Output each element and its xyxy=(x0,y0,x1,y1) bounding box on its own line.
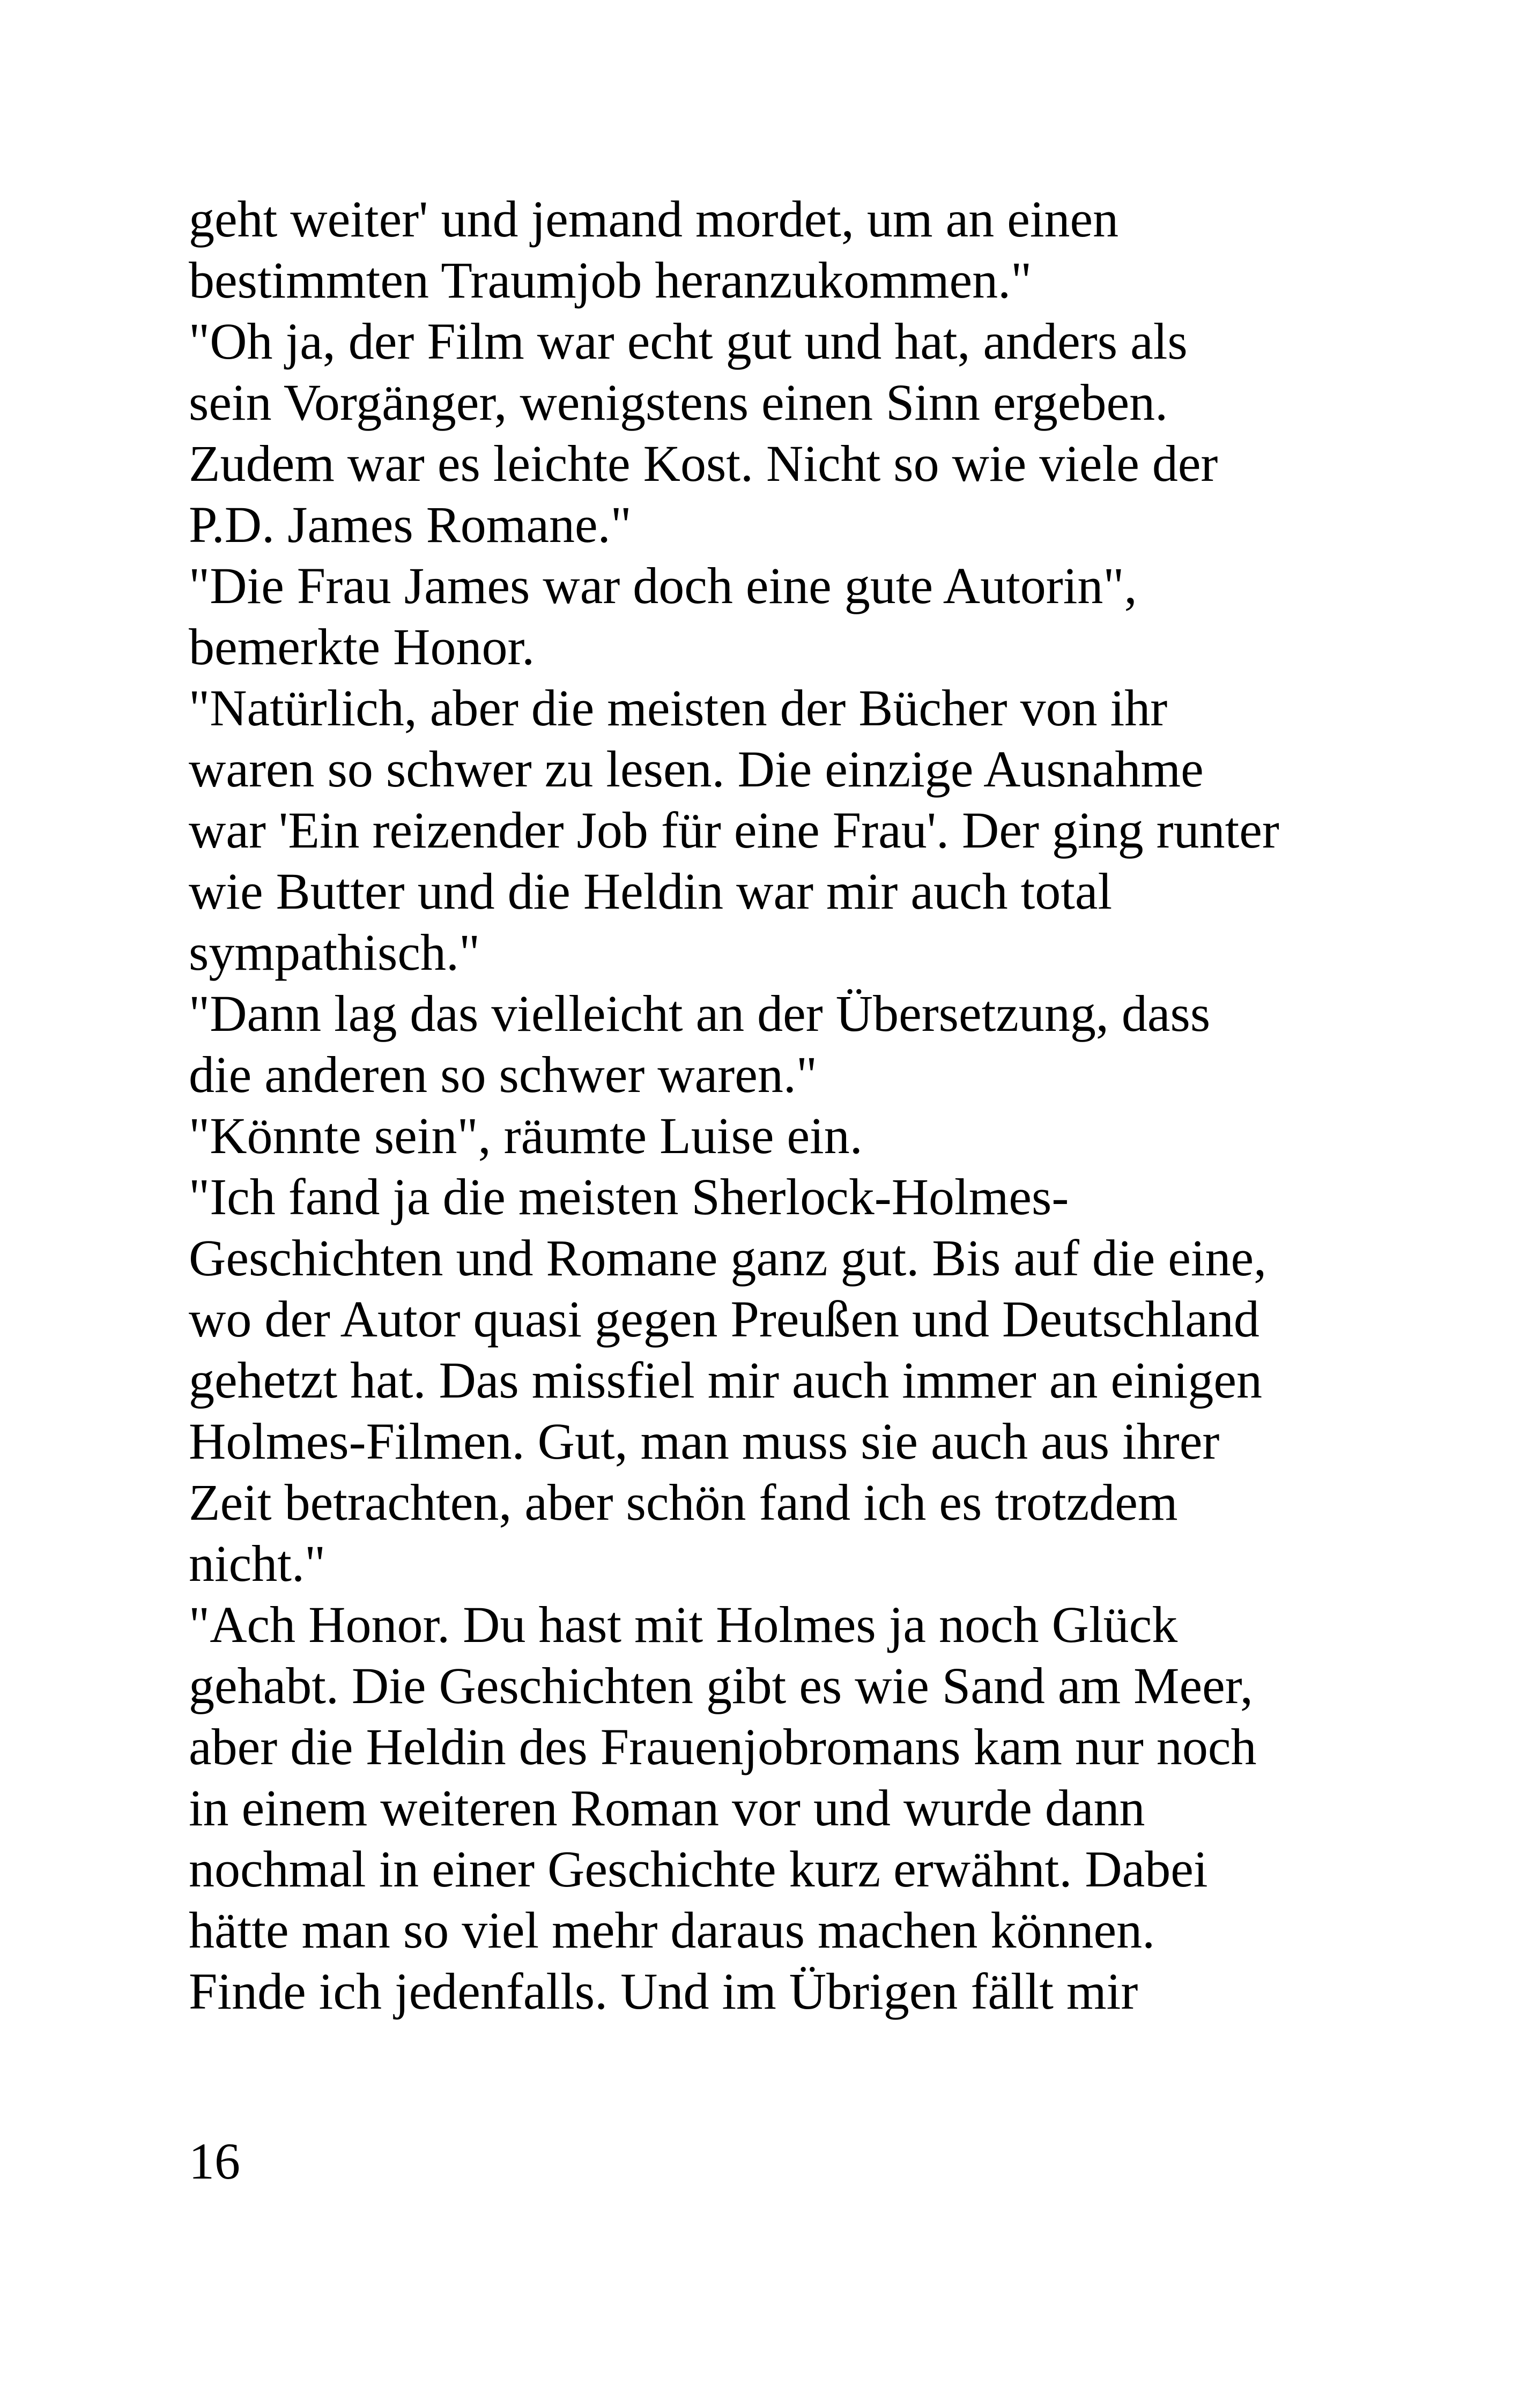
body-text xyxy=(189,189,1358,2022)
text-line: sympathisch." xyxy=(189,924,480,981)
text-line: Finde ich jedenfalls. Und im Übrigen fällt mir xyxy=(189,1963,1138,2020)
text-line: war 'Ein reizender Job für eine Frau'. Der ging runter xyxy=(189,801,1279,859)
text-line: Geschichten und Romane ganz gut. Bis auf die eine, xyxy=(189,1229,1267,1287)
text-line: "Oh ja, der Film war echt gut und hat, anders als xyxy=(189,313,1188,370)
text-line: in einem weiteren Roman vor und wurde dann xyxy=(189,1779,1145,1837)
text-line: hätte man so viel mehr daraus machen können. xyxy=(189,1901,1155,1959)
text-line: bestimmten Traumjob heranzukommen." xyxy=(189,251,1032,309)
text-line: bemerkte Honor. xyxy=(189,618,535,675)
text-line: wo der Autor quasi gegen Preußen und Deutschland xyxy=(189,1290,1259,1348)
text-line: Zudem war es leichte Kost. Nicht so wie viele der xyxy=(189,435,1218,492)
text-line: nicht." xyxy=(189,1535,326,1592)
text-line: geht weiter' und jemand mordet, um an einen xyxy=(189,190,1119,248)
text-line: P.D. James Romane." xyxy=(189,496,632,553)
text-line: nochmal in einer Geschichte kurz erwähnt. Dabei xyxy=(189,1840,1208,1898)
text-line: "Könnte sein", räumte Luise ein. xyxy=(189,1107,863,1164)
text-line: Holmes-Filmen. Gut, man muss sie auch aus ihrer xyxy=(189,1413,1220,1470)
text-line: "Natürlich, aber die meisten der Bücher von ihr xyxy=(189,679,1168,737)
page-number: 16 xyxy=(189,2132,240,2190)
text-line: "Ach Honor. Du hast mit Holmes ja noch Glück xyxy=(189,1596,1178,1653)
text-line: sein Vorgänger, wenigstens einen Sinn ergeben. xyxy=(189,374,1168,431)
text-line: "Die Frau James war doch eine gute Autorin", xyxy=(189,557,1137,614)
text-line: "Dann lag das vielleicht an der Übersetzung, dass xyxy=(189,985,1211,1042)
text-line: Zeit betrachten, aber schön fand ich es trotzdem xyxy=(189,1474,1178,1531)
text-line: "Ich fand ja die meisten Sherlock-Holmes- xyxy=(189,1168,1069,1225)
text-line: aber die Heldin des Frauenjobromans kam nur noch xyxy=(189,1718,1257,1775)
text-line: die anderen so schwer waren." xyxy=(189,1046,818,1103)
text-line: gehetzt hat. Das missfiel mir auch immer an einigen xyxy=(189,1351,1263,1409)
text-line: gehabt. Die Geschichten gibt es wie Sand am Meer, xyxy=(189,1657,1253,1714)
text-line: wie Butter und die Heldin war mir auch total xyxy=(189,863,1113,920)
text-line: waren so schwer zu lesen. Die einzige Ausnahme xyxy=(189,740,1204,798)
